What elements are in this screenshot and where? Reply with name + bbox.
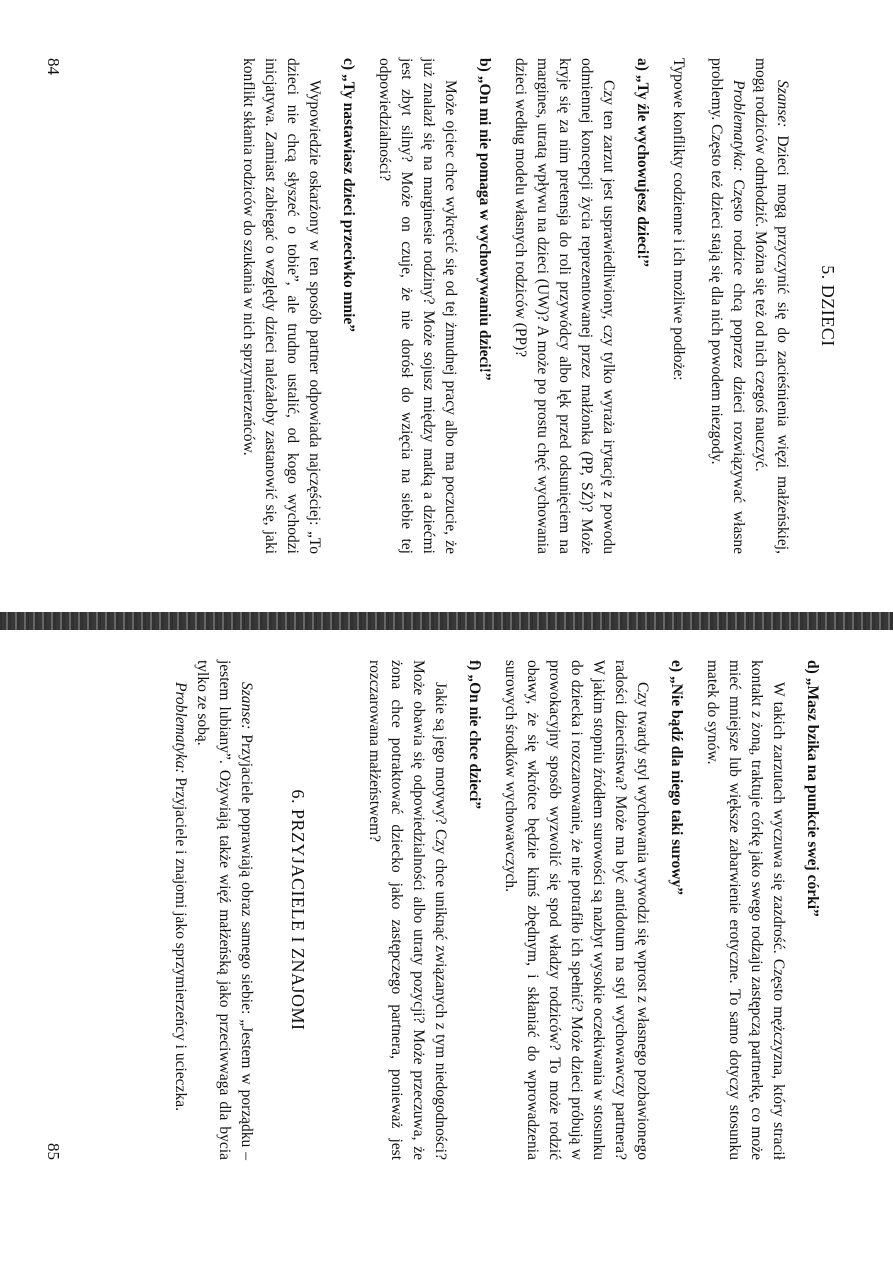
outro-paragraph-szanse: Szanse: Przyjaciele poprawiają obraz samego siebie: „Jestem w porządku – jestem lubiany”. Ożywiają także więź małżeńską jako przeciwwaga dla bycia tylko ze sobą. [194, 660, 255, 1160]
book-gutter [0, 612, 893, 630]
section-heading-b: b)„On mi nie pomaga w wychowywaniu dzieci!” [476, 58, 493, 381]
conflicts-intro: Typowe konflikty codzienne i ich możliwe podłoże: [670, 58, 687, 381]
page-number: 85 [44, 1143, 63, 1160]
outro-paragraph-problematyka: Problematyka: Przyjaciele i znajomi jako sprzymierzeńcy i ucieczka. [172, 682, 189, 1111]
right-page [0, 660, 893, 1160]
section-heading-f: f)„On nie chce dzieci” [466, 660, 483, 810]
section-d-paragraph: W takich zarzutach wyczuwa się zazdrość. Często mężczyzna, który stracił kontakt z żoną, traktuje córkę jako swego rodzaju zastępczą partnerkę, co może mieć mniejsze lub większe zabarwienie erotyczne. To samo dotyczy stosunku matek do synów. [704, 660, 787, 1160]
section-b-paragraph: Może ojciec chce wykręcić się od tej żmudnej pracy albo ma poczucie, że już znalazł się na marginesie rodziny? Może sojusz między matką a dziećmi jest zbyt silny? Może on czuje, że nie dorósł do wzięcia na siebie tej odpowiedzialności? [376, 58, 459, 554]
section-heading-c: c)„Ty nastawiasz dzieci przeciwko mnie” [340, 58, 357, 333]
section-a-paragraph: Czy ten zarzut jest usprawiedliwiony, czy tylko wyraża irytację z powodu odmiennej koncepcji życia reprezentowanej przez małżonka (PP, SŻ)? Może kryje się za nim pretensja do roli przywódcy albo lęk przed odsunięciem na margines, utratą wpływu na dzieci (UW)? A może po prostu chęć wychowania dzieci według modelu własnych rodziców (PP)? [512, 58, 617, 554]
section-c-paragraph: Wypowiedzie oskarżony w ten sposób partner odpowiada najczęściej: „To dzieci nie chcą słyszeć o tobie”, ale trudno ustalić, od kogo wychodzi inicjatywa. Zamiast zabiegać o względy dzieci należałoby zastanowić się, jaki konflikt skłania rodziców do szukania w nich sprzymierzeńców. [240, 58, 323, 554]
page-number: 84 [44, 58, 63, 75]
chapter-title: 6. PRZYJACIELE I ZNAJOMI [288, 789, 308, 1031]
section-heading-a: a)„Ty źle wychowujesz dzieci!” [634, 58, 651, 268]
left-page [0, 58, 893, 554]
intro-paragraph-problematyka: Problematyka: Często rodzice chcą poprzez dzieci rozwiązywać własne problemy. Często też dzieci stają się dla nich powodem niezgody. [708, 58, 747, 554]
left-page-content [237, 58, 793, 554]
right-page-content [169, 660, 837, 1160]
section-f-paragraph: Jakie są jego motywy? Czy chce uniknąć związanych z tym niedogodności? Może obawia się odpowiedzialności albo utraty pozycji? Może przeczuwa, że żona chce potraktować dziecko jako zastępczego partnera, ponieważ jest rozczarowana małżeństwem? [366, 660, 449, 1160]
intro-paragraph-szanse: Szanse: Dzieci mogą przyczynić się do zacieśnienia więzi małżeńskiej, mogą rodziców odmłodzić. Można się też od nich czegoś nauczyć. [752, 58, 791, 554]
running-head: 5. DZIECI [818, 265, 838, 347]
section-e-paragraph: Czy twardy styl wychowania wywodzi się wprost z własnego pozbawionego radości dzieciństwa? Może ma być antidotum na styl wychowawczy partnera? W jakim stopniu źródłem surowości są nazbyt wysokie oczekiwania w stosunku do dziecka i rozczarowanie, że nie potrafiło ich spełnić? Może dzieci próbują w prowokacyjny sposób wyzwolić się spod władzy rodziców? To może rodzić obawy, że się wkrótce będzie kimś zbędnym, i skłaniać do wprowadzenia surowych środków wychowawczych. [502, 660, 651, 1160]
section-heading-d: d)„Masz bzika na punkcie swej córki” [804, 660, 821, 917]
section-heading-e: e)„Nie bądź dla niego taki surowy” [668, 660, 685, 895]
